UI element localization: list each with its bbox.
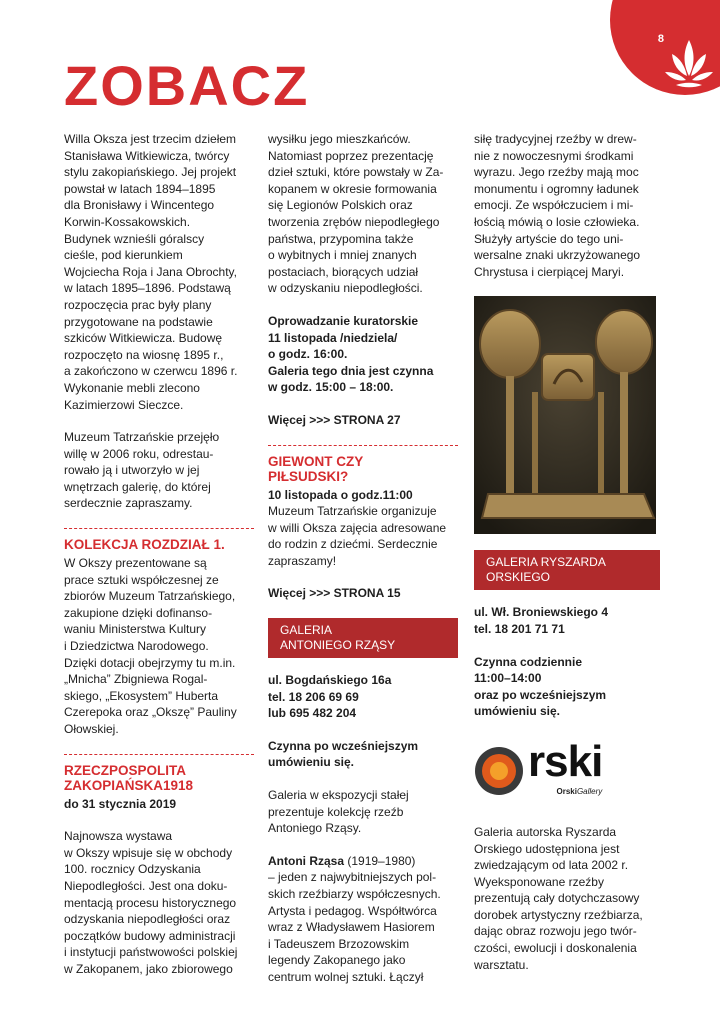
rzeczpospolita-heading: RZECZPOSPOLITA ZAKOPIAŃSKA1918 [64, 762, 194, 793]
orski-logo-disc [474, 746, 524, 796]
bio-name: Antoni Rząsa [268, 853, 345, 868]
giewont-heading: GIEWONT CZY PIŁSUDSKI? [268, 453, 364, 484]
rzeczpospolita-section [64, 754, 254, 978]
bio-years: (1919–1980) [344, 853, 416, 868]
kolekcja-heading: KOLEKCJA ROZDZIAŁ 1. [64, 537, 225, 553]
orski-gallery-box: GALERIA RYSZARDA ORSKIEGO [474, 550, 660, 590]
rzasa-bio [268, 853, 458, 986]
giewont-section [268, 445, 458, 603]
sculpture-photo [474, 296, 656, 534]
giewont-text: Muzeum Tatrzańskie organizuje w willi Oksza zajęcia adresowane do rodzin z dziećmi. Serdecznie zapraszamy! [268, 504, 447, 568]
more-link-27[interactable]: Więcej >>> STRONA 27 [268, 412, 401, 427]
logo-subtitle [528, 784, 602, 801]
rzasa-gallery-box: GALERIA ANTONIEGO RZĄSY [268, 618, 458, 658]
col3-continuation: siłę tradycyjnej rzeźby w drew- nie z nowoczesnymi środkami wyrazu. Jego rzeźby mają moc monumentu i ogromny ładunek emocji. Ze współczuciem i mi- łością mówią o losie człowieka. Służyły artyście do tego uni- wersalne znaki ukrzyżowanego Chrystusa i cierpiącej Maryi. [474, 132, 641, 279]
logo-sub-bold: Orski [556, 786, 577, 796]
orski-opening: Czynna codziennie 11:00–14:00 oraz po wcześniejszym umówieniu się. [474, 654, 607, 719]
bio-text: – jeden z najwybitniejszych pol- skich rzeźbiarzy współczesnych. Artysta i pedagog. Współtwórca wraz z Władysławem Hasiorem i Tadeuszem Brzozowskim legendy Zakopanego jako centrum wolnej sztuki. Łączył [268, 870, 441, 984]
rzasa-address: ul. Bogdańskiego 16a tel. 18 206 69 69 lub 695 482 204 [268, 673, 392, 721]
column-1 [64, 131, 254, 994]
col2-continuation: wysiłku jego mieszkańców. Natomiast poprzez prezentację dzieł sztuki, które powstały w Za- kopanem w okresie formowania się Legionów Polskich oraz tworzenia zrębów niepodległego państwa, przypomina także o wybitnych i mniej znanych postaciach, biorących udział w odzyskaniu niepodległości. [268, 132, 444, 296]
orski-address: ul. Wł. Broniewskiego 4 tel. 18 201 71 71 [474, 605, 609, 636]
giewont-date: 10 listopada o godz.11:00 [268, 487, 413, 502]
logo-sub-italic: Gallery [576, 786, 603, 796]
intro-paragraph: Willa Oksza jest trzecim dziełem Stanisława Witkiewicza, twórcy stylu zakopiańskiego. Jej projekt powstał w latach 1894–1895 dla Bronisławy i Wincentego Korwin-Kossakowskich. Budynek wznieśli góralscy cieśle, pod kierunkiem Wojciecha Roja i Jana Obrochty, w latach 1895–1896. Podstawą rozpoczęcia prac były plany przygotowane na podstawie szkiców Witkiewicza. Budowę rozpoczęto na wiosnę 1895 r., a zakończono w czerwcu 1896 r. Wykonanie mebli zlecono Kazimierzowi Sieczce. [64, 132, 238, 412]
museum-paragraph: Muzeum Tatrzańskie przejęło willę w 2006 roku, odrestau- rowało ją i utworzyło w jej wnętrzach galerię, do której serdecznie zapraszamy. [64, 430, 220, 511]
logo-wordmark: rski [528, 736, 603, 786]
curator-tour: Oprowadzanie kuratorskie 11 listopada /niedziela/ o godz. 16:00. Galeria tego dnia jest czynna w godz. 15:00 – 18:00. [268, 313, 434, 395]
rzeczpospolita-date: do 31 stycznia 2019 [64, 796, 177, 811]
kolekcja-text: W Okszy prezentowane są prace sztuki współczesnej ze zbiorów Muzeum Tatrzańskiego, zakupione dzięki dofinanso- waniu Ministerstwa Kultury i Dziedzictwa Narodowego. Dzięki dotacji obejrzymy tu m.in. „Mnicha” Zbigniewa Rogal- skiego, „Ekosystem” Huberta Czerepoka oraz „Okszę” Pauliny Ołowskiej. [64, 556, 237, 736]
column-2 [268, 131, 458, 1002]
page-title: ZOBACZ [64, 54, 310, 117]
kolekcja-section [64, 528, 254, 738]
page-number: 8 [657, 33, 664, 45]
rzeczpospolita-text: Najnowsza wystawa w Okszy wpisuje się w obchody 100. rocznicy Odzyskania Niepodległości. Jest ona doku- mentacją procesu historycznego odzyskania niepodległości oraz początków budowy administracji i instytucji państwowości polskiej w Zakopanem, jako zbiorowego [64, 829, 238, 976]
lotus-icon [664, 36, 714, 92]
column-3 [474, 131, 660, 989]
rzasa-description: Galeria w ekspozycji stałej prezentuje kolekcję rzeźb Antoniego Rząsy. [268, 788, 409, 836]
rzasa-opening: Czynna po wcześniejszym umówieniu się. [268, 738, 419, 770]
more-link-15[interactable]: Więcej >>> STRONA 15 [268, 586, 401, 601]
orski-description: Galeria autorska Ryszarda Orskiego udostępniona jest zwiedzającym od lata 2002 r. Wyeksponowane rzeźby prezentują cały dotychczasowy dorobek artystyczny rzeźbiarza, dając obraz rozwoju jego twór- czości, ewolucji i doskonalenia warsztatu. [474, 824, 643, 972]
orski-logo [474, 736, 660, 806]
sculpture-image [474, 296, 656, 534]
